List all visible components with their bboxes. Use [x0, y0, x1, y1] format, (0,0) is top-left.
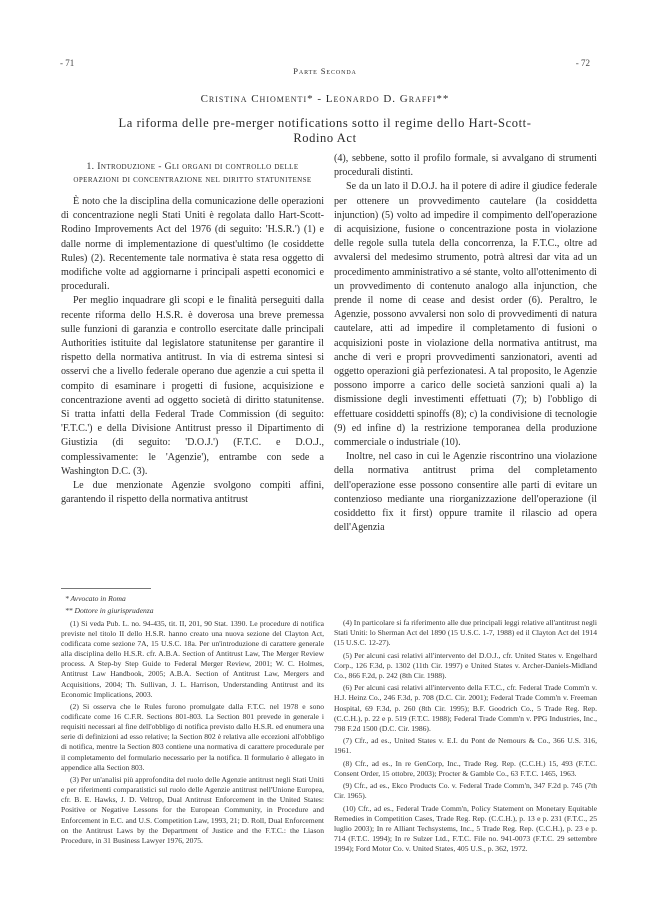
footnote-separator — [61, 588, 151, 589]
body-paragraph: Le due menzionate Agenzie svolgono compiti affini, garantendo il rispetto della normativa antitrust — [61, 480, 324, 506]
body-paragraph: (4), sebbene, sotto il profilo formale, si avvalgano di strumenti procedurali distinti. — [334, 153, 597, 179]
footnote: ** Dottore in giurisprudenza — [65, 606, 154, 616]
article-authors: Cristina Chiomenti* - Leonardo D. Graffi** — [200, 93, 450, 105]
body-paragraph: È noto che la disciplina della comunicazione delle operazioni di concentrazione negli Stati Uniti è regolata dallo Hart-Scott-Rodino Improvements Act del 1976 (di seguito: 'H.S.R.') (1) e dalle norme di implementazione di quest'ultimo (le cosiddette Rules) (2). Recentemente tale normativa è stata resa oggetto di modifiche volte ad aggiornarne i principali aspetti economici e procedurali. — [61, 196, 324, 293]
footnote: (2) Si osserva che le Rules furono promulgate dalla F.T.C. nel 1978 e sono codificate come 16 C.F.R. Sections 801-803. La Section 801 prevede in generale i requisiti necessari al fine dell'obbligo di notifica previsto dallo H.S.R. ed enumera una serie di definizioni ad esso relative; la Section 802 è relativa alle eccezioni all'obbligo di notifica, mentre la Section 803 contiene una normativa di carattere procedurale per il completamento del formulario necessario per la notifica. Il formulario è allegato in appendice alla Section 803. — [61, 702, 324, 772]
page-number-left: - 71 — [60, 58, 75, 68]
running-head: Parte Seconda — [293, 66, 357, 76]
footnote: * Avvocato in Roma — [65, 594, 126, 603]
footnotes-right — [334, 618, 597, 857]
footnote: (8) Cfr., ad es., In re GenCorp, Inc., Trade Reg. Rep. (C.C.H.) 15, 493 (F.T.C. Consent Order, 15 ottobre, 2003); Procter & Gamble Co., 63 F.T.C. 1465, 1963. — [334, 758, 597, 778]
section-heading: 1. Introduzione - Gli organi di controllo delle operazioni di concentrazione nel diritto statunitense — [73, 161, 312, 185]
body-column-right — [334, 152, 597, 535]
footnote: (1) Si veda Pub. L. no. 94-435, tit. II, 201, 90 Stat. 1390. Le procedure di notifica previste nel titolo II dello H.S.R. hanno creato una nuova sezione del Clayton Act, codificata come sezione 7A, 15 U.S.C. 18a. Per un'introduzione di carattere generale alla disciplina dello H.S.R. cfr. A.B.A. Section of Antitrust Law, The Merger Review process. A Step-by Step Guide to Federal Merger Review, 2001; W. C. Holmes, Antitrust Law Handbook, 2005; A.B.A. Section of Antitrust Law, Mergers and Acquisitions, 2004; Th. Sullivan, J. L. Harrison, Understanding Antitrust and its Economic Implications, 2003. — [61, 618, 324, 699]
footnote: (4) In particolare si fa riferimento alle due principali leggi relative all'antitrust negli Stati Uniti: lo Sherman Act del 1890 (15 U.S.C. 1-7, 1988) ed il Clayton Act del 1914 (15 U.S.C. 12-27). — [334, 618, 597, 648]
page-number-right: - 72 — [575, 58, 590, 68]
footnote: (3) Per un'analisi più approfondita del ruolo delle Agenzie antitrust negli Stati Uniti e per riferimenti comparatistici sul ruolo delle Agenzie antitrust nell'Unione Europea, cfr. B. E. Hawks, J. D. Veltrop, Dual Antitrust Enforcement in the United States: Positive or Negative Lessons for the European Community, in Procedure and Enforcement in E.C. and U.S. Competition Law, 1993, 21; D. Roll, Dual Enforcement on the Antitrust Laws by the Department of Justice and the F.T.C.: the Liason Procedure, in 31 Business Lawyer 1976, 2075. — [61, 775, 324, 845]
footnote: (6) Per alcuni casi relativi all'intervento della F.T.C., cfr. Federal Trade Comm'n v. H.J. Heinz Co., 246 F.3d, p. 708 (D.C. Cir. 2001); Federal Trade Comm'n v. Freeman Hospital, 69 F.3d, p. 260 (8th Cir. 1995); B.F. Goodrich Co., 5 Trade Reg. Rep. (C.C.H.), p. 22 e p. 519 (F.T.C. 1988); Federal Trade Comm'n v. PPG Industries, Inc., 798 F.2d 1500 (D.C. Cir. 1986). — [334, 683, 597, 733]
body-paragraph: Inoltre, nel caso in cui le Agenzie riscontrino una violazione della normativa antitrust prima del completamento dell'operazione esse possono consentire alle parti di evitare un contenzioso mediante una riorganizzazione dell'operazione (il cosiddetto fix it first) oppure tramite il rilascio ad opera dell'Agenzia — [334, 451, 597, 534]
footnote: (10) Cfr., ad es., Federal Trade Comm'n, Policy Statement on Monetary Equitable Remedies in Competition Cases, Trade Reg. Rep. (C.C.H.), p. 13 e p. 231 (F.T.C., 25 luglio 2003); In re Alliant Techsystems, Inc., 5 Trade Reg. Rep. (C.C.H.), p. 23 e p. 714 (F.T.C. 1994); In re Sulzer Ltd., F.T.C. File no. 941-0073 (F.T.C. 29 settembre 1994); Ford Motor Co. v. United States, 405 U.S., p. 362, 1972. — [334, 803, 597, 854]
body-paragraph: Se da un lato il D.O.J. ha il potere di adire il giudice federale per ottenere un provvedimento cautelare (la cosiddetta injunction) (5) volto ad impedire il compimento dell'operazione di acquisizione, fusione o concentrazione posta in violazione delle regole sulla tutela della concorrenza, la F.T.C., oltre ad avvalersi del medesimo strumento, potrà altresì dar vita ad un procedimento amministrativo a sé stante, volto all'ottenimento di un provvedimento di contenuto analogo alla injunction, che prende il nome di cease and desist order (6). Peraltro, le Agenzie, possono avvalersi non solo di provvedimenti di natura cautelare, atti ad impedire il completamento di fusioni o acquisizioni poste in violazione della normativa antitrust, ma anche di veri e propri provvedimenti sanzionatori, aventi ad oggetto operazioni già perfezionatesi. A tal proposito, le Agenzie possono imporre a carico delle società sanzioni quali a) la dismissione degli investimenti effettuati (7); b) l'obbligo di effettuare cosiddetti spinoffs (8); c) la condivisione di tecnologie (9) ed infine d) la restrizione temporanea della produzione commerciale o industriale (10). — [334, 181, 597, 449]
footnote: (5) Per alcuni casi relativi all'intervento del D.O.J., cfr. United States v. Engelhard Corp., 126 F.3d, p. 1302 (11th Cir. 1997) e United States v. Archer-Daniels-Midland Co., 866 F.2d, p. 242 (8th Cir. 1988). — [334, 650, 597, 680]
footnotes-left — [61, 594, 324, 848]
footnote: (7) Cfr., ad es., United States v. E.I. du Pont de Nemours & Co., 366 U.S. 316, 1961. — [334, 736, 597, 756]
article-title: La riforma delle pre-merger notifications sotto il regime dello Hart-Scott-Rodino Act — [118, 116, 532, 145]
footnote: (9) Cfr., ad es., Ekco Products Co. v. Federal Trade Comm'n, 347 F.2d p. 745 (7th Cir. 1965). — [334, 781, 597, 801]
body-paragraph: Per meglio inquadrare gli scopi e le finalità perseguiti dalla recente riforma dello H.S.R. è doverosa una breve premessa sulle funzioni di garanzia e controllo esercitate dalle principali Authorities istituite dal legislatore statunitense per garantire il rispetto della normativa antitrust. In via di estrema sintesi si osservi che a livello federale operano due agenzie a cui spetta il compito di esaminare i progetti di fusione, acquisizione e concentrazione aventi ad oggetto società di diritto statunitense. Si tratta infatti della Federal Trade Commission (di seguito: 'F.T.C.') e della Divisione Antitrust presso il Dipartimento di Giustizia (di seguito: 'D.O.J.') (F.T.C. e D.O.J., complessivamente: le 'Agenzie'), entrambe con sede a Washington D.C. (3). — [61, 295, 324, 477]
body-column-left — [61, 152, 324, 507]
